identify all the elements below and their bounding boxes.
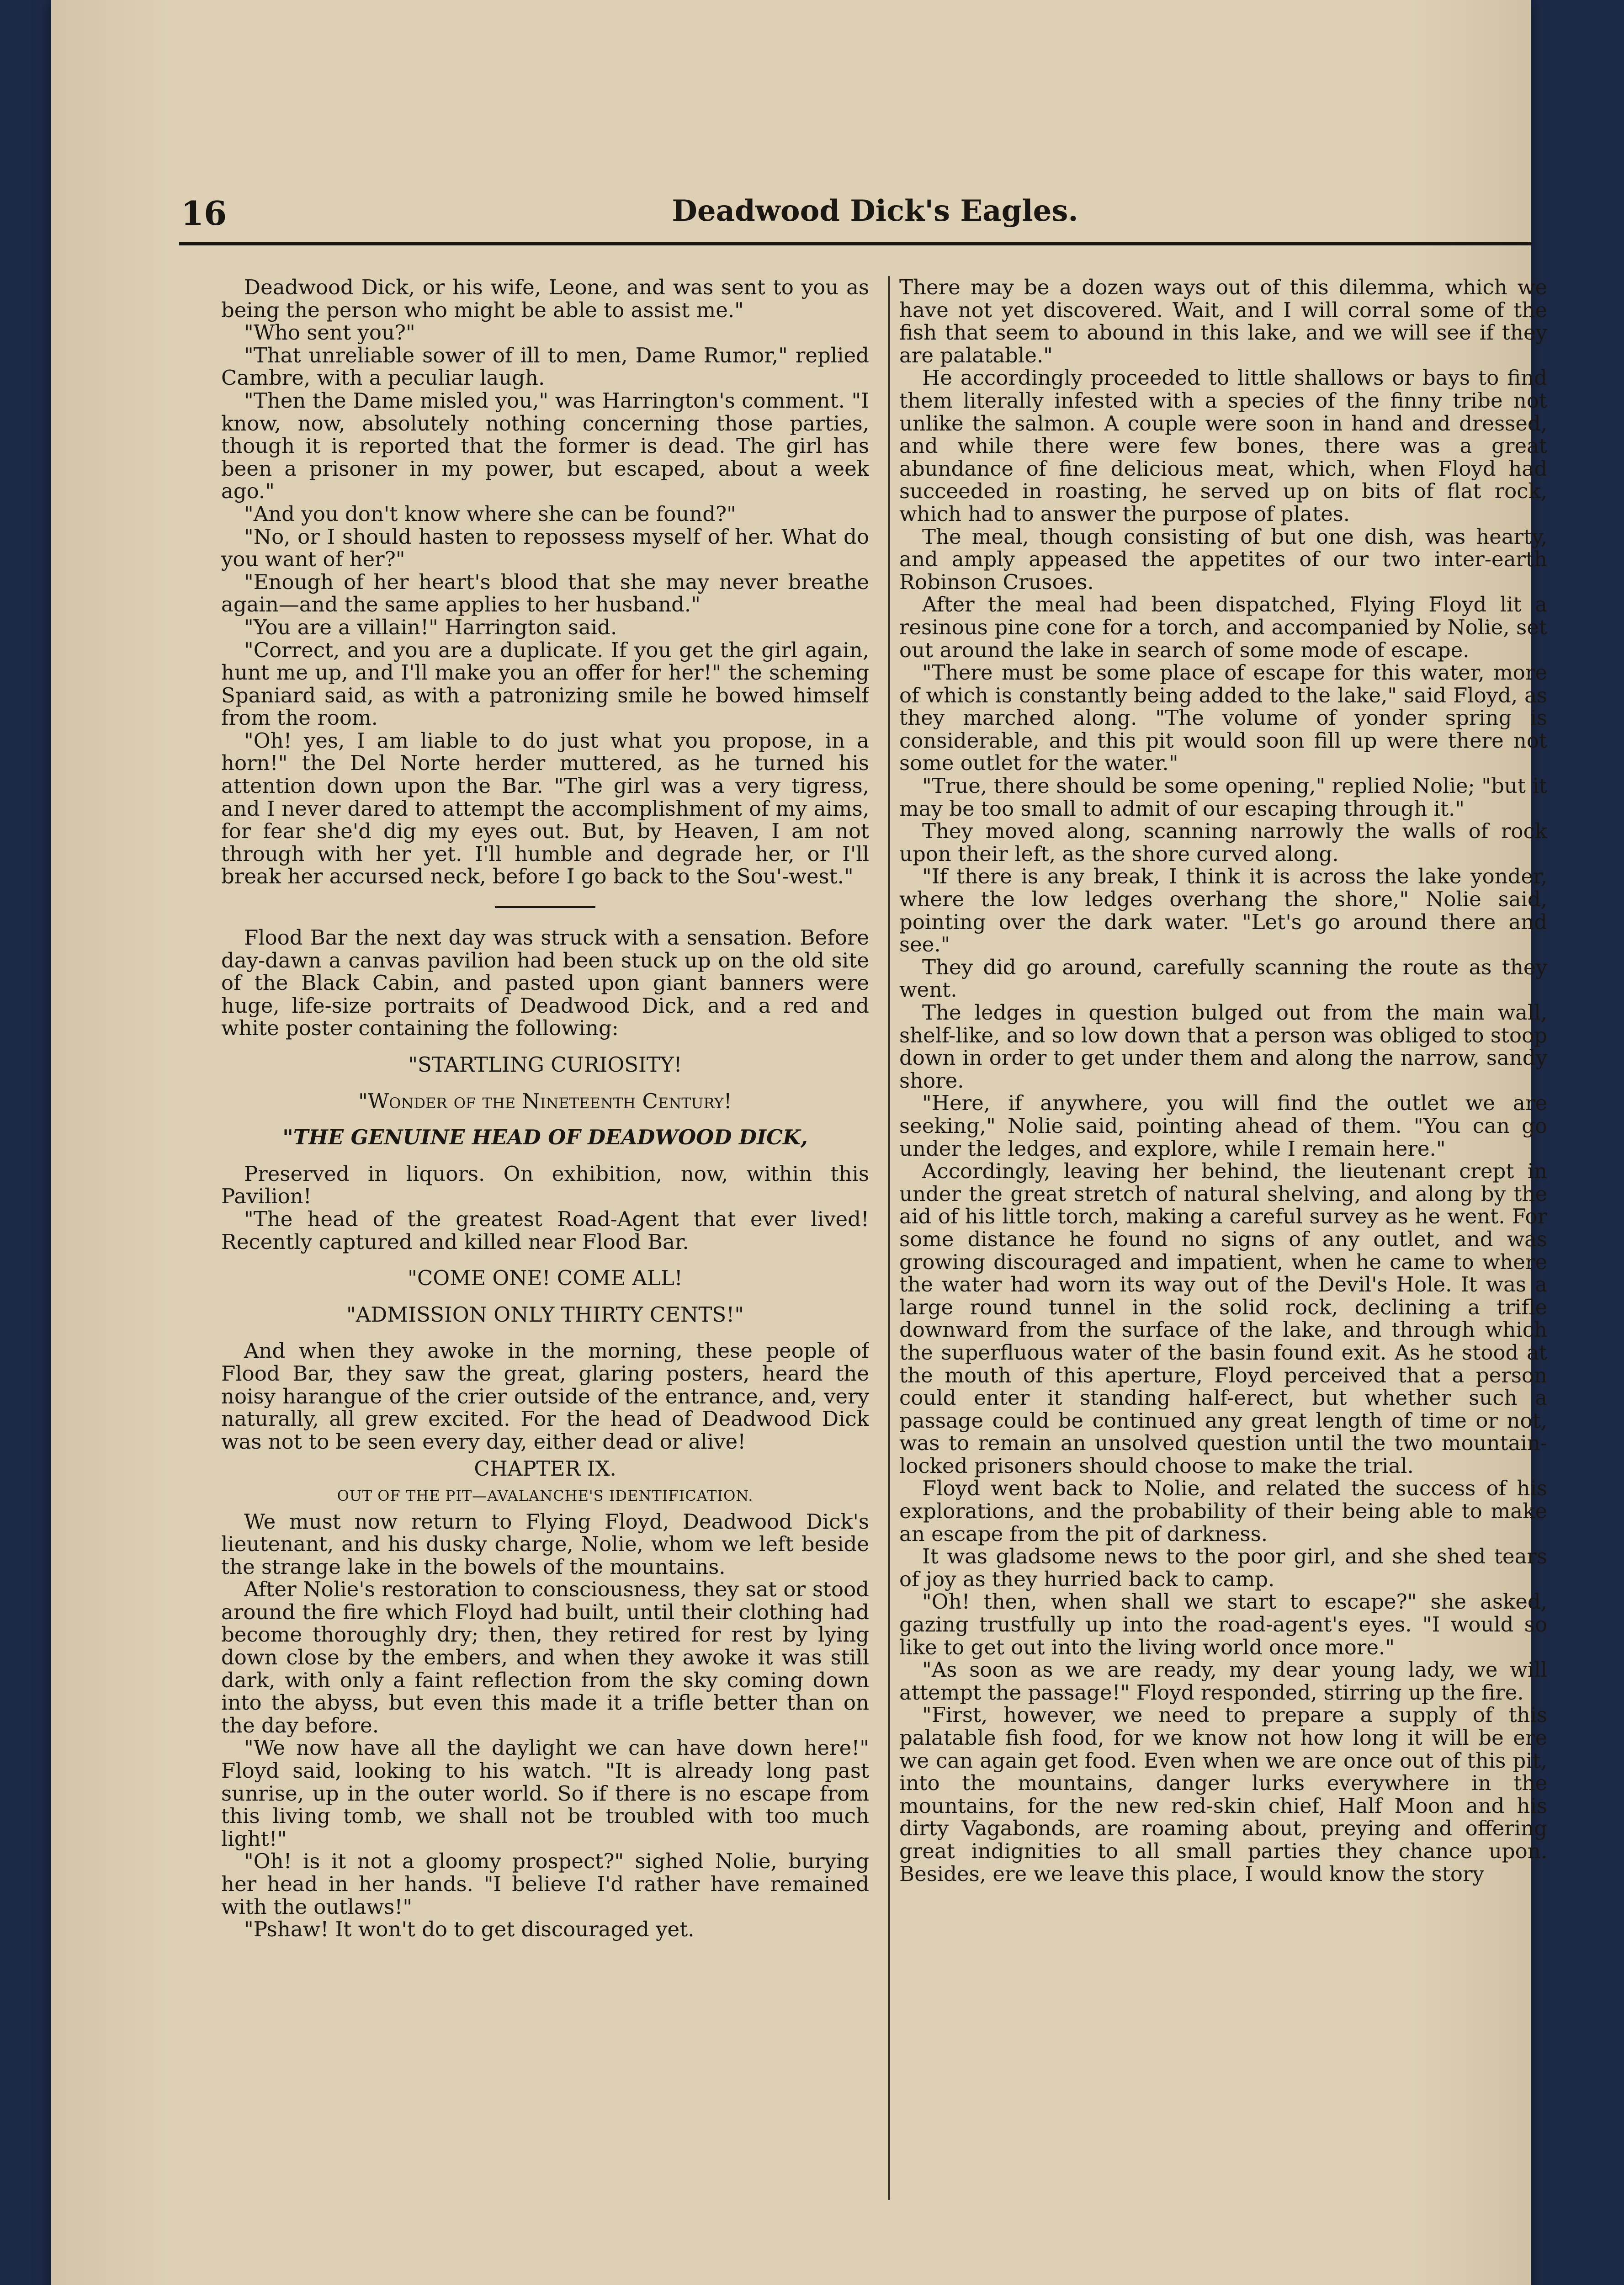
paragraph: "True, there should be some opening," replied Nolie; "but it may be too small to admit of our escaping through it." bbox=[899, 774, 1547, 821]
paragraph: There may be a dozen ways out of this dilemma, which we have not yet discovered. Wait, and I will corral some of the fish that seem to abound in this lake, and we will see if they are palatable." bbox=[899, 276, 1547, 367]
paragraph: The ledges in question bulged out from the main wall, shelf-like, and so low down that a person was obliged to stoop down in order to get under them and along the narrow, sandy shore. bbox=[899, 1000, 1547, 1093]
paragraph: "Who sent you?" bbox=[244, 320, 415, 345]
paragraph: Accordingly, leaving her behind, the lieutenant crept in under the great stretch of natural shelving, and along by the aid of his little torch, making a careful survey as he went. For some distance he found no signs of any outlet, and was growing discouraged and impatient, when he came to where the water had worn its way out of the Devil's Hole. It was a large round tunnel in the solid rock, declining a trifle downward from the surface of the lake, and through which the superfluous water of the basin found exit. As he stood at the mouth of this aperture, Floyd perceived that a person could enter it standing half-erect, but whether such a passage could be continued any great length of time or not, was to remain an unsolved question until the two mountain-locked prisoners should choose to make the trial. bbox=[899, 1159, 1547, 1478]
chapter-heading: CHAPTER IX. bbox=[474, 1456, 616, 1481]
page-number: 16 bbox=[181, 194, 227, 233]
paragraph: "No, or I should hasten to repossess myself of her. What do you want of her?" bbox=[221, 524, 869, 572]
paragraph: Deadwood Dick, or his wife, Leone, and was sent to you as being the person who might be able to assist me." bbox=[221, 276, 869, 322]
paragraph: "You are a villain!" Harrington said. bbox=[244, 615, 617, 639]
paragraph: "Pshaw! It won't do to get discouraged yet. bbox=[244, 1917, 695, 1942]
paragraph: "First, however, we need to prepare a supply of this palatable fish food, for we know not how long it will be ere we can again get food. Even when we are once out of this pit, into the mountains, danger lurks everywhere in the mountains, for the new red-skin chief, Half Moon and his dirty Vagabonds, are roaming about, preying and offering great indignities to all small parties they chance upon. Besides, ere we leave this place, I would know the story bbox=[899, 1703, 1547, 1886]
paragraph: And when they awoke in the morning, these people of Flood Bar, they saw the great, glaring posters, heard the noisy harangue of the crier outside of the entrance, and, very naturally, all grew excited. For the head of Deadwood Dick was not to be seen every day, either dead or alive! bbox=[221, 1339, 869, 1454]
paragraph: "Enough of her heart's blood that she may never breathe again—and the same applies to her husband." bbox=[221, 569, 869, 617]
paragraph: "Oh! is it not a gloomy prospect?" sighed Nolie, burying her head in her hands. "I believe I'd rather have remained with the outlaws!" bbox=[221, 1849, 869, 1919]
paragraph: They did go around, carefully scanning the route as they went. bbox=[899, 955, 1547, 1002]
paragraph: It was gladsome news to the poor girl, and she shed tears of joy as they hurried back to camp. bbox=[899, 1544, 1547, 1591]
paragraph: After Nolie's restoration to consciousness, they sat or stood around the fire which Floyd had built, until their clothing had become thoroughly dry; then, they retired for rest by lying down close by the embers, and when they awoke it was still dark, with only a faint reflection from the sky coming down into the abyss, but even this made it a trifle better than on the day before. bbox=[221, 1577, 869, 1738]
right-column bbox=[899, 276, 1547, 2232]
paragraph: "We now have all the daylight we can have down here!" Floyd said, looking to his watch. "It is already long past sunrise, up in the outer world. So if there is no escape from this living tomb, we shall not be troubled with too much light!" bbox=[221, 1736, 869, 1851]
paragraph: We must now return to Flying Floyd, Deadwood Dick's lieutenant, and his dusky charge, Nolie, whom we left beside the strange lake in the bowels of the mountains. bbox=[221, 1509, 869, 1579]
paragraph: "The head of the greatest Road-Agent that ever lived! Recently captured and killed near Flood Bar. bbox=[221, 1206, 869, 1254]
paragraph: He accordingly proceeded to little shallows or bays to find them literally infested with a species of the finny tribe not unlike the salmon. A couple were soon in hand and dressed, and while there were few bones, there was a great abundance of fine delicious meat, which, when Floyd had succeeded in roasting, he served up on bits of flat rock, which had to answer the purpose of plates. bbox=[899, 366, 1547, 526]
paragraph: "And you don't know where she can be found?" bbox=[244, 501, 736, 526]
poster-line: "COME ONE! COME ALL! bbox=[408, 1266, 683, 1291]
paragraph: Preserved in liquors. On exhibition, now, within this Pavilion! bbox=[221, 1161, 869, 1209]
paragraph: "Oh! yes, I am liable to do just what you propose, in a horn!" the Del Norte herder muttered, as he turned his attention down upon the Bar. "The girl was a very tigress, and I never dared to attempt the accomplishment of my aims, for fear she'd dig my eyes out. But, by Heaven, I am not through with her yet. I'll humble and degrade her, or I'll break her accursed neck, before I go back to the Sou'-west." bbox=[221, 728, 869, 889]
paragraph: Flood Bar the next day was struck with a sensation. Before day-dawn a canvas pavilion had been stuck up on the old site of the Black Cabin, and pasted upon giant banners were huge, life-size portraits of Deadwood Dick, and a red and white poster containing the following: bbox=[221, 925, 869, 1041]
paragraph: "Oh! then, when shall we start to escape?" she asked, gazing trustfully up into the road-agent's eyes. "I would so like to get out into the living world once more." bbox=[899, 1589, 1547, 1659]
paragraph: Floyd went back to Nolie, and related the success of his explorations, and the probability of their being able to make an escape from the pit of darkness. bbox=[899, 1476, 1547, 1546]
poster-line: "Wonder of the Nineteenth Century! bbox=[358, 1089, 732, 1113]
paragraph: "Correct, and you are a duplicate. If you get the girl again, hunt me up, and I'll make you an offer for her!" the scheming Spaniard said, as with a patronizing smile he bowed himself from the room. bbox=[221, 638, 869, 730]
paragraph: "If there is any break, I think it is across the lake yonder, where the low ledges overhang the shore," Nolie said, pointing over the dark water. "Let's go around there and see." bbox=[899, 864, 1547, 957]
left-column bbox=[221, 276, 869, 2232]
paragraph: "Here, if anywhere, you will find the outlet we are seeking," Nolie said, pointing ahead of them. "You can go under the ledges, and explore, while I remain here." bbox=[899, 1091, 1547, 1161]
running-header: Deadwood Dick's Eagles. bbox=[672, 194, 1078, 228]
paragraph: After the meal had been dispatched, Flying Floyd lit a resinous pine cone for a torch, and accompanied by Nolie, set out around the lake in search of some mode of escape. bbox=[899, 592, 1547, 662]
section-divider bbox=[495, 906, 595, 908]
chapter-subtitle: OUT OF THE PIT—AVALANCHE'S IDENTIFICATION. bbox=[337, 1487, 754, 1504]
paragraph: "Then the Dame misled you," was Harrington's comment. "I know, now, absolutely nothing concerning those parties, though it is reported that the former is dead. The girl has been a prisoner in my power, but escaped, about a week ago." bbox=[221, 388, 869, 504]
paragraph: "As soon as we are ready, my dear young lady, we will attempt the passage!" Floyd responded, stirring up the fire. bbox=[899, 1658, 1547, 1705]
poster-line: "THE GENUINE HEAD OF DEADWOOD DICK, bbox=[282, 1125, 808, 1150]
header-rule bbox=[179, 242, 1532, 245]
paragraph: "That unreliable sower of ill to men, Dame Rumor," replied Cambre, with a peculiar laugh. bbox=[221, 343, 869, 390]
paragraph: The meal, though consisting of but one dish, was hearty, and amply appeased the appetites of our two inter-earth Robinson Crusoes. bbox=[899, 524, 1547, 594]
column-divider bbox=[888, 276, 890, 2200]
paragraph: "There must be some place of escape for this water, more of which is constantly being added to the lake," said Floyd, as they marched along. "The volume of yonder spring is considerable, and this pit would soon fill up were there not some outlet for the water." bbox=[899, 660, 1547, 776]
poster-line: "ADMISSION ONLY THIRTY CENTS!" bbox=[346, 1302, 744, 1327]
paragraph: They moved along, scanning narrowly the walls of rock upon their left, as the shore curved along. bbox=[899, 819, 1547, 866]
poster-line: "STARTLING CURIOSITY! bbox=[408, 1052, 682, 1077]
